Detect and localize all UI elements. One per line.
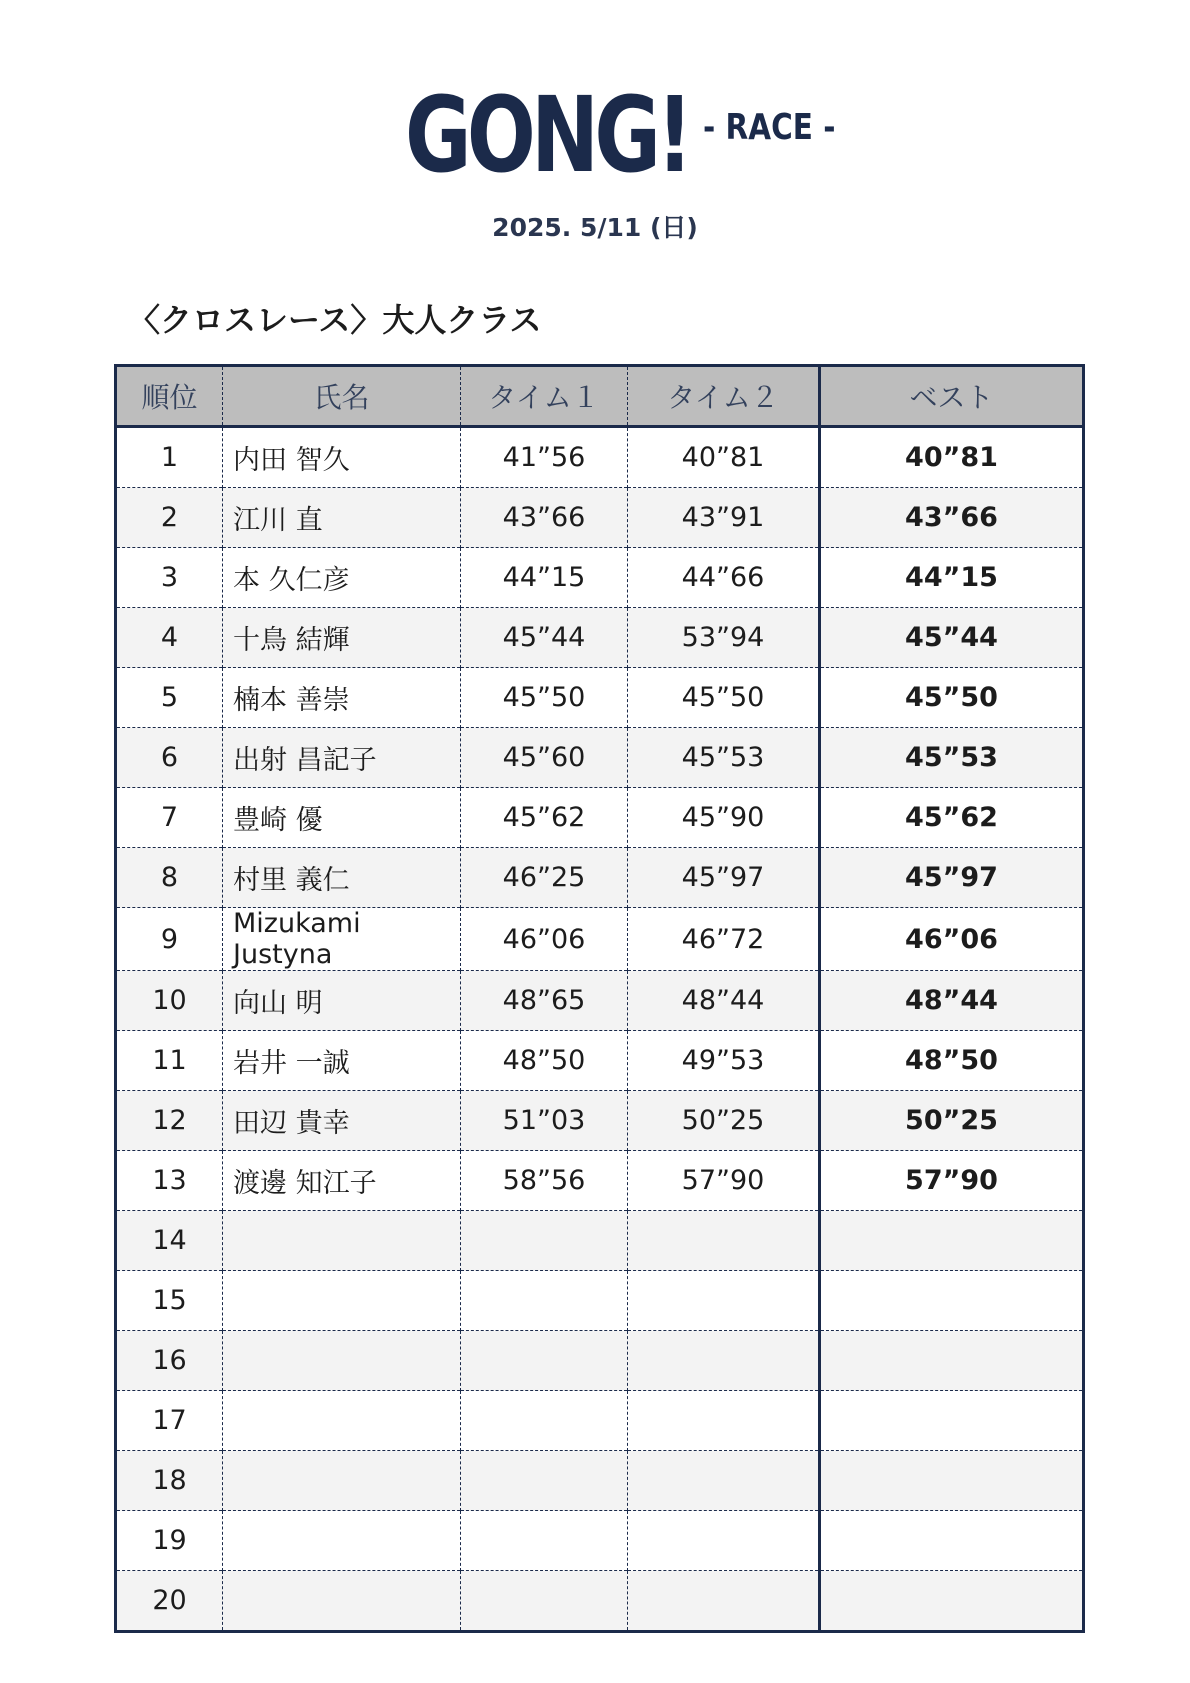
event-date: 2025. 5/11 (日) (492, 213, 698, 242)
cell-time1: 45”62 (461, 788, 628, 848)
cell-time2: 40”81 (628, 427, 820, 488)
cell-best (820, 1511, 1084, 1571)
cell-best: 57”90 (820, 1151, 1084, 1211)
cell-name: 向山 明 (223, 971, 461, 1031)
cell-time2: 45”50 (628, 668, 820, 728)
table-row (116, 1151, 1084, 1211)
cell-best: 48”44 (820, 971, 1084, 1031)
table-row (116, 1451, 1084, 1511)
cell-name: 渡邊 知江子 (223, 1151, 461, 1211)
cell-best: 45”50 (820, 668, 1084, 728)
cell-time2 (628, 1271, 820, 1331)
cell-time1 (461, 1211, 628, 1271)
cell-rank: 18 (116, 1451, 223, 1511)
cell-name: 田辺 貴幸 (223, 1091, 461, 1151)
cell-best: 43”66 (820, 488, 1084, 548)
cell-time1: 45”60 (461, 728, 628, 788)
cell-time1: 45”44 (461, 608, 628, 668)
cell-time1: 46”25 (461, 848, 628, 908)
cell-name (223, 1211, 461, 1271)
cell-rank: 2 (116, 488, 223, 548)
cell-time2 (628, 1391, 820, 1451)
cell-name: 岩井 一誠 (223, 1031, 461, 1091)
header-rank: 順位 (116, 366, 223, 427)
cell-time1: 48”65 (461, 971, 628, 1031)
cell-time2: 45”97 (628, 848, 820, 908)
cell-time2: 45”53 (628, 728, 820, 788)
cell-name (223, 1571, 461, 1632)
cell-rank: 8 (116, 848, 223, 908)
cell-best (820, 1391, 1084, 1451)
cell-time2: 45”90 (628, 788, 820, 848)
cell-rank: 16 (116, 1331, 223, 1391)
cell-rank: 9 (116, 908, 223, 971)
table-row (116, 548, 1084, 608)
cell-name (223, 1271, 461, 1331)
cell-time1 (461, 1271, 628, 1331)
table-row (116, 788, 1084, 848)
results-table (114, 364, 1085, 1633)
cell-time1: 51”03 (461, 1091, 628, 1151)
table-row (116, 1211, 1084, 1271)
cell-rank: 5 (116, 668, 223, 728)
cell-name (223, 1511, 461, 1571)
cell-time1: 43”66 (461, 488, 628, 548)
cell-rank: 15 (116, 1271, 223, 1331)
logo-sub-text: - RACE - (703, 106, 836, 148)
cell-rank: 3 (116, 548, 223, 608)
cell-rank: 13 (116, 1151, 223, 1211)
table-row (116, 728, 1084, 788)
cell-time1 (461, 1571, 628, 1632)
header-time1: タイム１ (461, 366, 628, 427)
cell-best (820, 1331, 1084, 1391)
cell-best: 45”62 (820, 788, 1084, 848)
cell-name: Mizukami Justyna (223, 908, 461, 971)
cell-rank: 17 (116, 1391, 223, 1451)
cell-time2 (628, 1451, 820, 1511)
table-row (116, 608, 1084, 668)
table-row (116, 1331, 1084, 1391)
cell-name: 村里 義仁 (223, 848, 461, 908)
cell-time1: 44”15 (461, 548, 628, 608)
results-table-body (116, 427, 1084, 1632)
cell-time1 (461, 1451, 628, 1511)
results-table-header (116, 366, 1084, 427)
cell-name: 本 久仁彦 (223, 548, 461, 608)
cell-best: 46”06 (820, 908, 1084, 971)
header-name: 氏名 (223, 366, 461, 427)
cell-name: 十鳥 結輝 (223, 608, 461, 668)
cell-rank: 6 (116, 728, 223, 788)
table-row (116, 1091, 1084, 1151)
cell-rank: 1 (116, 427, 223, 488)
cell-best (820, 1451, 1084, 1511)
table-row (116, 848, 1084, 908)
cell-best (820, 1211, 1084, 1271)
cell-time1 (461, 1511, 628, 1571)
cell-rank: 20 (116, 1571, 223, 1632)
cell-time2: 50”25 (628, 1091, 820, 1151)
table-row (116, 971, 1084, 1031)
cell-time2 (628, 1211, 820, 1271)
cell-name: 出射 昌記子 (223, 728, 461, 788)
cell-best: 48”50 (820, 1031, 1084, 1091)
table-row (116, 668, 1084, 728)
cell-time1: 58”56 (461, 1151, 628, 1211)
cell-name: 江川 直 (223, 488, 461, 548)
cell-time1: 41”56 (461, 427, 628, 488)
table-row (116, 1391, 1084, 1451)
cell-best: 44”15 (820, 548, 1084, 608)
header (0, 74, 1190, 196)
cell-rank: 14 (116, 1211, 223, 1271)
cell-time2: 44”66 (628, 548, 820, 608)
cell-time2: 57”90 (628, 1151, 820, 1211)
cell-name: 楠本 善崇 (223, 668, 461, 728)
cell-name (223, 1331, 461, 1391)
header-best: ベスト (820, 366, 1084, 427)
cell-name (223, 1451, 461, 1511)
cell-time2: 43”91 (628, 488, 820, 548)
cell-time1 (461, 1331, 628, 1391)
cell-time2 (628, 1511, 820, 1571)
cell-name: 内田 智久 (223, 427, 461, 488)
cell-best: 50”25 (820, 1091, 1084, 1151)
header-time2: タイム２ (628, 366, 820, 427)
cell-time1: 46”06 (461, 908, 628, 971)
cell-time1: 45”50 (461, 668, 628, 728)
cell-rank: 19 (116, 1511, 223, 1571)
cell-time2: 48”44 (628, 971, 820, 1031)
cell-time2 (628, 1331, 820, 1391)
cell-time1: 48”50 (461, 1031, 628, 1091)
cell-name: 豊崎 優 (223, 788, 461, 848)
table-row (116, 427, 1084, 488)
cell-rank: 10 (116, 971, 223, 1031)
header-row (116, 366, 1084, 427)
cell-time2 (628, 1571, 820, 1632)
cell-rank: 4 (116, 608, 223, 668)
cell-rank: 11 (116, 1031, 223, 1091)
table-row (116, 1031, 1084, 1091)
cell-time1 (461, 1391, 628, 1451)
cell-best: 40”81 (820, 427, 1084, 488)
cell-rank: 7 (116, 788, 223, 848)
logo-main-text: GONG! (405, 74, 690, 196)
cell-rank: 12 (116, 1091, 223, 1151)
table-row (116, 908, 1084, 971)
table-row (116, 1571, 1084, 1632)
cell-time2: 49”53 (628, 1031, 820, 1091)
race-title: 〈クロスレース〉大人クラス (128, 301, 542, 339)
table-row (116, 1271, 1084, 1331)
logo (325, 74, 864, 196)
cell-best: 45”53 (820, 728, 1084, 788)
cell-best (820, 1271, 1084, 1331)
cell-name (223, 1391, 461, 1451)
table-row (116, 488, 1084, 548)
table-row (116, 1511, 1084, 1571)
cell-best (820, 1571, 1084, 1632)
cell-best: 45”97 (820, 848, 1084, 908)
cell-time2: 53”94 (628, 608, 820, 668)
cell-best: 45”44 (820, 608, 1084, 668)
cell-time2: 46”72 (628, 908, 820, 971)
